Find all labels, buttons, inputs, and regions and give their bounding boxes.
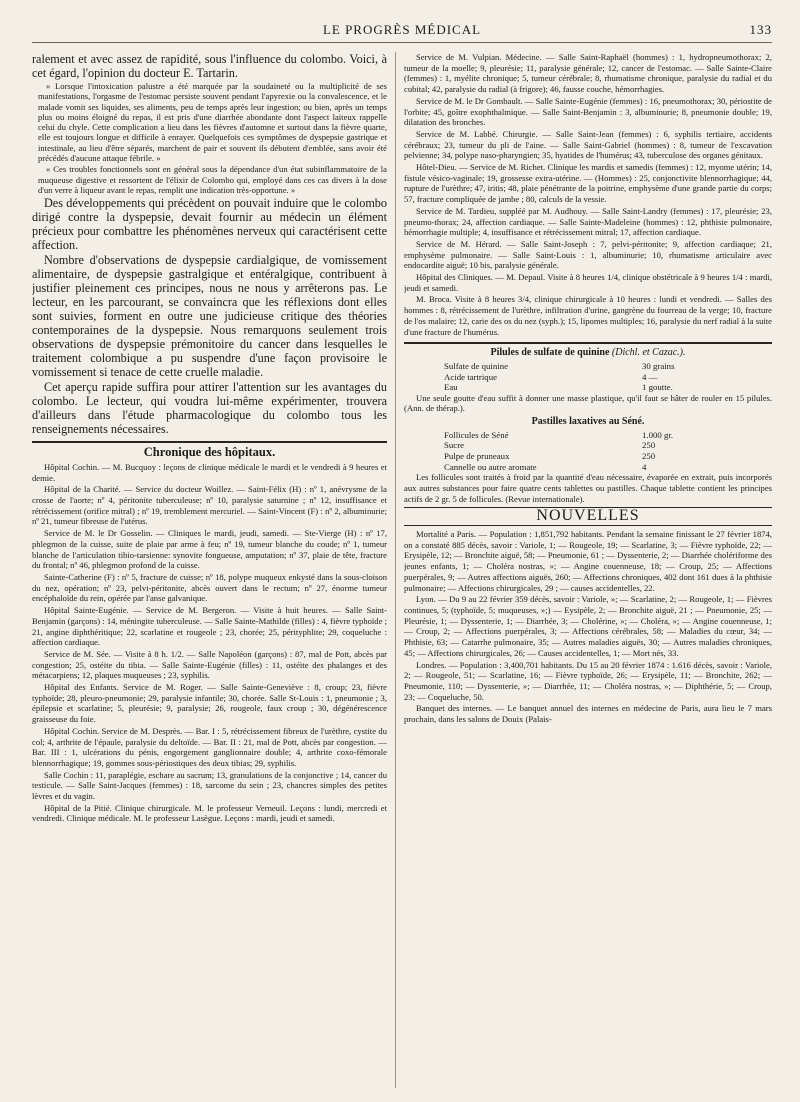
ingredient-row	[444, 382, 712, 393]
news-entry: Banquet des internes. — Le banquet annuel des internes en médecine de Paris, aura lieu le 7 mars prochain, dans les salons de Douix (Palais-	[404, 703, 772, 725]
ingredient-qty: 1.000 gr.	[642, 429, 674, 440]
hospital-entry: Hôpital des Enfants. Service de M. Roger. — Salle Sainte-Geneviève : 8, croup; 23, fièvre typhoïde; 28, pleuro-pneumonie; 29, paralysie infantile; 30, chorée. Salle St-Louis : 1, pneumonie ; 3, épilepsie et scarlatine; 5, pleurésie; 9, paralysie; 26, rougeole, faux croup ; 30, dégénérescence graisseuse du foie.	[32, 682, 387, 725]
news-entry: Lyon. — Du 9 au 22 février 359 décès, savoir : Variole, »; — Scarlatine, 2; — Rougeole, 1; — Fièvres continues, 5; (typhoïde, 5; muqueuses, »;) — Eysipèle, 2; — Bronchite aiguë, 21 ; — Pneumonie, 25; — Pleurésie, 1; — Dyssenterie, 1; — Diarrhée, 3; — Cholérine, »; — Choléra, »; — Angine couenneuse, 1; — Croup, 2; — Affections puerpérales, 3; — Affections cérébrales, 58; — Maladies du cœur, 34; — Phthisie, 63; — Catarrhe pulmonaire, 35; — Autres maladies aiguës, 30; — Autres maladies chroniques, 45; — Affections chirurgicales, 26; — Causes accidentelles, 1; — Mort nés, 33.	[404, 594, 772, 658]
ingredient-qty: 250	[642, 451, 656, 462]
pilules-title: Pilules de sulfate de quinine	[490, 347, 610, 359]
ingredient-name: Pulpe de pruneaux	[444, 451, 510, 462]
pilules-heading	[404, 348, 772, 359]
hospital-entry: Service de M. Vulpian. Médecine. — Salle Saint-Raphaël (hommes) : 1, hydropneumothorax; 2, tumeur de la moelle; 9, pleurésie; 11, paralysie générale; 12, cancer de l'estomac. — Salle Sainte-Claire (femmes) : 1, myélite chronique; 5, tumeur cérébrale; 8, rhumatisme chronique, paralysie du radial et du cubital; 42, paralysie du radial (à frigore); 46, fausse couche, hémorrhagies.	[404, 52, 772, 95]
left-column	[32, 52, 387, 1088]
section-divider	[32, 441, 387, 443]
section-divider	[404, 525, 772, 526]
ingredient-row	[444, 462, 712, 473]
hospital-entry: Hôtel-Dieu. — Service de M. Richet. Clinique les mardis et samedis (femmes) : 12, myome utérin; 14, fistule vésico-vaginale; 19, grossesse extra-utérine. — (Hommes) : 25, conjonctivite blennorrhagique; 44, rupture de l'urèthre; 47, iritis; 48, plaie pénétrante de la poitrine, emphysème d'une grande partie du corps; 57, fracture compliquée de jambe ; 80, calculs de la vessie.	[404, 162, 772, 205]
quote-paragraph: « Ces troubles fonctionnels sont en général sous la dépendance d'un état subinflammatoire de la muqueuse digestive et ressortent de l'élixir de Colombo qui, employé dans ces cas divers à la dose d'un verre à liqueur avant le repas, remplit une indication très-opportune. »	[38, 164, 387, 195]
page-number: 133	[749, 22, 772, 37]
hospital-entry: Service de M. le Dr Gombault. — Salle Sainte-Eugénie (femmes) : 16, pneumothorax; 30, périostite de l'orbite; 45, goître exophthalmique. — Salle Saint-Benjamin : 3, albuminurie; 8, pneumonie double; 19, dilatation des bronches.	[404, 95, 772, 128]
body-paragraph: Des développements qui précèdent on pouvait induire que le colombo dirigé contre la dyspepsie, devait fournir au médecin un élément précieux pour combattre les phénomènes nerveux qui caractérisent cette affection.	[32, 196, 387, 253]
recipe-text: Les follicules sont traités à froid par la quantité d'eau nécessaire, évaporée en extrait, puis incorporés aux autres substances pour faire quatre cents tablettes ou pastilles. Chaque tablette contient les principes actifs de 2 gr. 5 de follicules. (Revue internationale).	[404, 472, 772, 504]
ingredient-name: Eau	[444, 382, 458, 393]
hospital-entry: M. Broca. Visite à 8 heures 3/4, clinique chirurgicale à 10 heures : lundi et vendredi. — Salles des hommes : 8, rétrécissement de l'urèthre, infiltration d'urine, gangrène du fourreau de la verge; 10, fracture de l'os malaire; 12, carie des os du nez (syph.); 15, lipomes multiples; 16, paralysie du nerf radial à la suite d'une fracture de l'humérus.	[404, 294, 772, 337]
pastilles-heading: Pastilles laxatives au Séné.	[531, 416, 645, 428]
hospital-entry: Hôpital Sainte-Eugénie. — Service de M. Bergeron. — Visite à huit heures. — Salle Saint-Benjamin (garçons) : 14, méningite tuberculeuse. — Salle Sainte-Mathilde (filles) : 4, fièvre typhoïde ; 21, angine diphthéritique; 22, scarlatine et rougeole ; 23, chorée; 25, pérityphlite; 29, coqueluche : affection cardiaque.	[32, 605, 387, 648]
hospital-entry: Hôpital de la Pitié. Clinique chirurgicale. M. le professeur Verneuil. Leçons : lundi, mercredi et vendredi. Clinique médicale. M. le professeur Lasègue. Leçons : mardi, jeudi et samedi.	[32, 802, 387, 824]
news-entry: Londres. — Population : 3,400,701 habitants. Du 15 au 20 février 1874 : 1.616 décès, savoir : Variole, 2; — Rougeole, 51; — Scarlatine, 16; — Fièvre typhoïde, 26; — Erysipèle, 11; — Bronchite, 262; — Pneumonie, 110; — Dyssenterie, »; — Diarrhée, 11; — Choléra nostras, »; — Diphthérie, 5; — Croup, 23; — Coqueluche, 50.	[404, 659, 772, 702]
ingredient-row	[444, 440, 712, 451]
ingredient-row	[444, 451, 712, 462]
ingredient-name: Sulfate de quinine	[444, 360, 509, 371]
body-paragraph: Cet aperçu rapide suffira pour attirer l'attention sur les avantages du colombo. Le lecteur, qui voudra lui-même expérimenter, trouvera d'ailleurs dans l'étude pharmacologique du colombo tous les renseignements nécessaires.	[32, 380, 387, 437]
ingredient-qty: 4 —	[642, 371, 658, 382]
ingredient-qty: 250	[642, 440, 656, 451]
ingredient-qty: 1 goutte.	[642, 382, 673, 393]
quote-paragraph: « Lorsque l'intoxication palustre a été marquée par la soudaineté ou la multiplicité de ses manifestations, l'orgasme de l'estomac persiste souvent pendant l'apyrexie ou la convalescence, et le malade vomit ses liquides, ses aliments, peu de temps après leur ingestion; ou bien, après un temps plus ou moins éloigné du repas, il est pris d'une diarrhée abondante dont l'aspect laiteux rappelle celui du chyle. Cette complication a lieu dans les fièvres d'automne et surtout dans la fièvre quarte, elle est toujours longue et difficile à enrayer. Quelquefois ces symptômes de dyspepsie gastrique et intestinale, au lieu d'être séparés, marchent de pair et souvent ils débutent d'emblée, sans avoir été précédés d'aucune attaque fébrile. »	[38, 81, 387, 164]
ingredient-qty: 4	[642, 461, 647, 472]
hospital-entry: Service de M. Tardieu, suppléé par M. Audhouy. — Salle Saint-Landry (femmes) : 17, pleurésie; 23, pneumo-thorax; 24, affection cardiaque. — Salle Sainte-Madeleine (hommes) : 12, phthisie pulmonaire, hémorrhagie multiple; 4, insuffisance et rétrécissement mitral; 17, affection cardiaque.	[404, 205, 772, 238]
ingredient-name: Sucre	[444, 440, 465, 451]
running-header	[32, 22, 772, 43]
chronique-heading: Chronique des hôpitaux.	[143, 445, 276, 460]
hospital-entry: Service de M. le Dr Gosselin. — Cliniques le mardi, jeudi, samedi. — Ste-Vierge (H) : nº 17, phlegmon de la cuisse, suite de plaie par arme à feu; nº 19, tumeur blanche du coude; nº 1, tumeur blanche de l'articulation tibio-tarsienne: synovite fongueuse, amputation; nº 37, plaie de tête, fracture du frontal; nº 46, phlegmon profond de la cuisse.	[32, 528, 387, 571]
hospital-entry: Sainte-Catherine (F) : nº 5, fracture de cuisse; nº 18, polype muqueux enkysté dans la sous-cloison du nez, opération; nº 23, pelvi-péritonite, abcès ouvert dans le rectum; nº 27, énorme tumeur encéphaloïde du rein, opérée par l'anse galvanique.	[32, 572, 387, 604]
right-column	[404, 52, 772, 1088]
body-paragraph: Nombre d'observations de dyspepsie cardialgique, de vomissement alimentaire, de dyspepsie gastralgique et entéralgique, contribuent à justifier pleinement ces principes, nous ne nous y arrêterons pas. Le lecteur, en les parcourant, se convaincra que les réflexions dont elles sont suivies, forment en outre une judicieuse critique des théories contemporaines de la dyspepsie. Nous remarquons seulement trois observations de dyspepsie prémonitoire du cancer dans lesquelles le traitement colombique a pu suspendre d'une façon provisoire le vomissement si tenace de cette cruelle maladie.	[32, 253, 387, 380]
ingredient-row	[444, 361, 712, 372]
hospital-entry: Hôpital des Cliniques. — M. Depaul. Visite à 8 heures 1/4, clinique obstétricale à 9 heures 1/4 : mardi, jeudi et samedi.	[404, 272, 772, 293]
ingredient-name: Follicules de Séné	[444, 429, 509, 440]
hospital-entry: Service de M. Labbé. Chirurgie. — Salle Saint-Jean (femmes) : 6, syphilis tertiaire, accidents cérébraux; 23, tumeur du pli de l'aine. — Salle Saint-Gabriel (hommes) : 8, tumeur de l'excavation pelvienne; 34, polype naso-pharyngien; 35, hyatides de l'humérus; 43, tuberculose des organes génitaux.	[404, 128, 772, 161]
ingredient-row	[444, 372, 712, 383]
nouvelles-heading: NOUVELLES	[536, 507, 640, 525]
column-divider	[395, 52, 396, 1088]
hospital-entry: Salle Cochin : 11, paraplégie, eschare au sacrum; 13, granulations de la conjonctive ; 14, cancer du testicule. — Salle Saint-Jacques (femmes) : 18, sarcome du sein ; 23, chancres simples des petites lèvres et du vagin.	[32, 769, 387, 802]
hospital-entry: Service de M. Sée. — Visite à 8 h. 1/2. — Salle Napoléon (garçons) : 87, mal de Pott, abcès par congestion; 25, ostéite du tibia. — Salle Sainte-Eugénie (filles) : 11, ostéite des phalanges et des métacarpiens; 12, plaques muqueuses ; 23, syphilis.	[32, 648, 387, 681]
hospital-entry: Hôpital Cochin. Service de M. Desprès. — Bar. I : 5, rétrécissement fibreux de l'urèthre, cystite du col; 4, arthrite de l'épaule, paralysie du deltoïde. — Bar. II : 21, mal de Pott, abcès par congestion. — Bar. III : 1, ulcérations du pénis, engorgement ganglionnaire double; 4, arthrite coxo-fémorale blennorrhagique; 19, gommes sous-périostiques des deux tibias; 29, syphilis.	[32, 725, 387, 768]
hospital-entry: Hôpital Cochin. — M. Bucquoy : leçons de clinique médicale le mardi et le vendredi à 9 heures et demie.	[32, 461, 387, 483]
news-entry: Mortalité a Paris. — Population : 1,851,792 habitants. Pendant la semaine finissant le 27 février 1874, on a constaté 885 décès, savoir : Variole, 1; — Rougeole, 19; — Scarlatine, 3; — Fièvre typhoïde, 22; — Erysipèle, 12; — Bronchite aiguë, 58; — Pneumonie, 61 ; — Dyssenterie, 2; — Diarrhée cholériforme des jeunes enfants, 1; — Choléra nostras, »; — Angine couenneuse, 18; — Croup, 25; — Affections puerpérales, 9; — Autres affections aiguës, 260; — Affections chroniques, 402 dont 161 dues à la phthisie pulmonaire; — Affections chirurgicales, 29 ; — causes accidentelles, 22.	[404, 529, 772, 593]
hospital-entry: Hôpital de la Charité. — Service du docteur Woillez. — Saint-Félix (H) : nº 1, anévrysme de la crosse de l'aorte; nº 4, péritonite tuberculeuse; nº 10, paralysie saturnine ; nº 12, insuffisance et rétrécissement (orifice mitral) ; nº 19, tremblement mercuriel. — Saint-Vincent (F) : nº 2, albuminurie; nº 21, tumeur fibreuse de l'utérus.	[32, 484, 387, 527]
hospital-entry: Service de M. Hérard. — Salle Saint-Joseph : 7, pelvi-péritonite; 9, affection cardiaque; 21, emphysème pulmonaire. — Salle Saint-Louis : 1, albuminurie; 10, rhumatisme articulaire avec endocardite aiguë; 10 bis, paralysie générale.	[404, 238, 772, 271]
ingredient-name: Acide tartrique	[444, 371, 498, 382]
ingredient-row	[444, 430, 712, 441]
lead-paragraph: ralement et avec assez de rapidité, sous l'influence du colombo. Voici, à cet égard, l'opinion du docteur E. Tartarin.	[32, 52, 387, 80]
pilules-source: (Dichl. et Cazac.).	[611, 347, 686, 359]
ingredient-name: Cannelle ou autre aromate	[444, 461, 537, 472]
recipe-text: Une seule goutte d'eau suffit à donner une masse plastique, qu'il faut se hâter de rouler en 15 pilules. (Ann. de thérap.).	[404, 392, 772, 414]
section-divider	[404, 342, 772, 344]
journal-title: LE PROGRÈS MÉDICAL	[322, 22, 482, 37]
ingredient-qty: 30 grains	[642, 360, 675, 371]
